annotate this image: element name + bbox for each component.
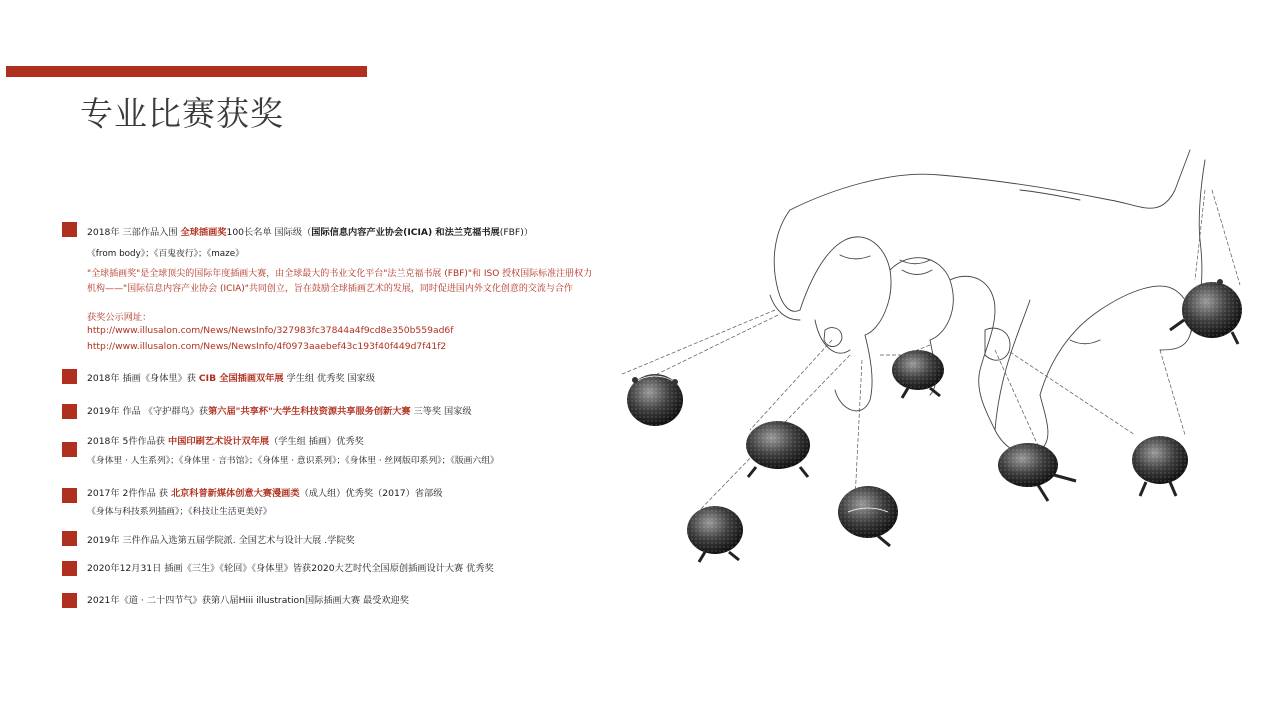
bullet-square (62, 561, 77, 576)
award-line: 2018年 5件作品获 中国印刷艺术设计双年展（学生组 插画）优秀奖 (87, 436, 364, 447)
accent-bar (6, 66, 367, 77)
award-description: 机构——"国际信息内容产业协会 (ICIA)"共同创立，旨在鼓励全球插画艺术的发展，同时促进国内外文化创意的交流与合作 (87, 284, 573, 294)
bullet-square (62, 531, 77, 546)
puppet-hand-illustration (600, 130, 1275, 615)
award-line: 2018年 插画《身体里》获 CIB 全国插画双年展 学生组 优秀奖 国家级 (87, 373, 376, 384)
award-link-1[interactable]: http://www.illusalon.com/News/NewsInfo/327983fc37844a4f9cd8e350b559ad6f (87, 325, 454, 336)
bullet-square (62, 222, 77, 237)
award-line: 2018年 三部作品入围 全球插画奖100长名单 国际级（国际信息内容产业协会(ICIA) 和法兰克福书展(FBF)） (87, 227, 533, 238)
bullet-square (62, 369, 77, 384)
bullet-square (62, 593, 77, 608)
award-line: 2020年12月31日 插画《三生》《轮回》《身体里》皆获2020大艺时代全国原创插画设计大赛 优秀奖 (87, 563, 494, 574)
award-description: "全球插画奖"是全球顶尖的国际年度插画大赛，由全球最大的书业文化平台"法兰克福书展 (FBF)"和 ISO 授权国际标准注册权力 (87, 269, 593, 279)
award-link-2[interactable]: http://www.illusalon.com/News/NewsInfo/4f0973aaebef43c193f40f449d7f41f2 (87, 341, 447, 352)
link-label: 获奖公示网址： (87, 312, 152, 323)
award-line: 2019年 三件作品入选第五届学院派. 全国艺术与设计大展 .学院奖 (87, 535, 355, 546)
award-line: 2019年 作品 《守护群鸟》获第六届"共享杯"大学生科技资源共享服务创新大赛 三等奖 国家级 (87, 406, 472, 417)
bullet-square (62, 442, 77, 457)
award-works: 《身体里 · 人生系列》；《身体里 · 言书馆》；《身体里 · 意识系列》；《身体里 · 丝网版印系列》；《版画六组》 (87, 456, 499, 466)
award-works: 《身体与科技系列插画》；《科技让生活更美好》 (87, 507, 272, 517)
bullet-square (62, 404, 77, 419)
award-works: 《from body》；《百鬼夜行》；《maze》 (87, 249, 244, 259)
bullet-square (62, 488, 77, 503)
creature-group (627, 279, 1242, 562)
award-line: 2021年《道 · 二十四节气》获第八届Hiii illustration国际插画大赛 最受欢迎奖 (87, 595, 409, 606)
award-line: 2017年 2件作品 获 北京科普新媒体创意大赛漫画类（成人组）优秀奖（2017）省部级 (87, 488, 443, 499)
page-title: 专业比赛获奖 (80, 94, 284, 133)
